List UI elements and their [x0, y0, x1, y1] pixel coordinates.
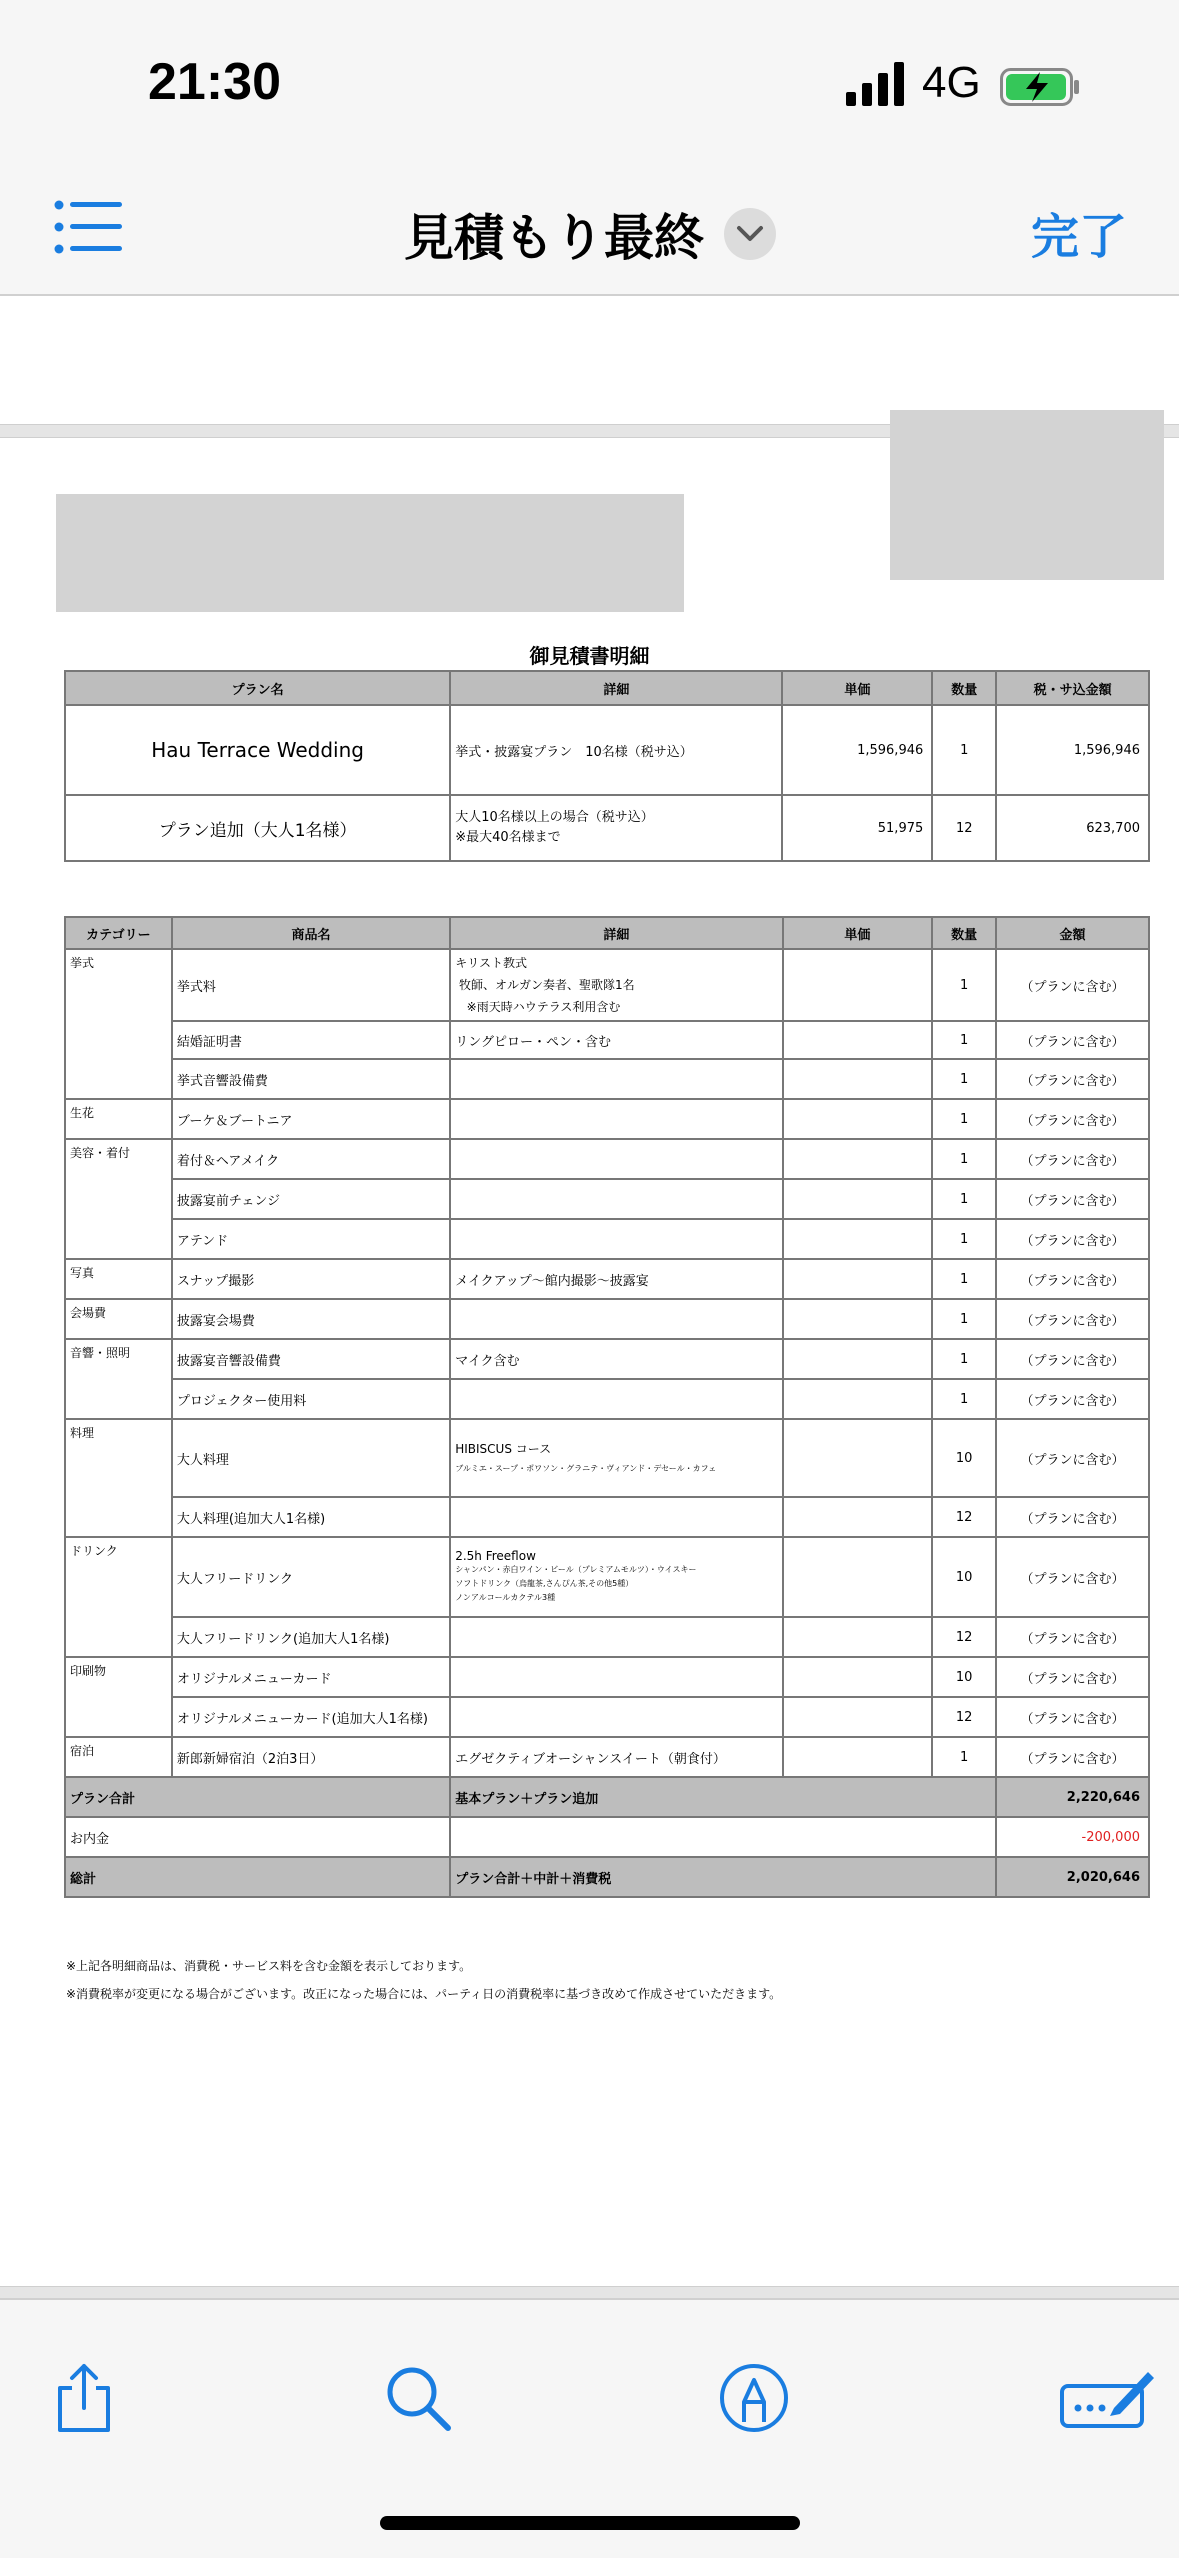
- chevron-down-icon[interactable]: [724, 208, 776, 260]
- table-row: [65, 705, 1149, 795]
- done-button[interactable]: 完了: [1030, 209, 1127, 265]
- quantity: 12: [932, 1617, 996, 1657]
- quantity: 12: [932, 1497, 996, 1537]
- item-detail: [450, 1059, 782, 1099]
- quantity: 1: [932, 1179, 996, 1219]
- amount-included: （プランに含む）: [996, 1139, 1149, 1179]
- quantity: 1: [932, 1099, 996, 1139]
- table-row: [65, 1497, 1149, 1537]
- unit-price: 51,975: [782, 795, 932, 861]
- item-name: ブーケ＆ブートニア: [172, 1099, 450, 1139]
- item-detail: メイクアップ～館内撮影～披露宴: [450, 1259, 782, 1299]
- item-detail: キリスト教式 牧師、オルガン奏者、聖歌隊1名 ※雨天時ハウテラス利用含む: [450, 949, 782, 1021]
- plan-detail: 挙式・披露宴プラン 10名様（税サ込）: [450, 705, 782, 795]
- amount: 1,596,946: [996, 705, 1149, 795]
- amount-included: （プランに含む）: [996, 1299, 1149, 1339]
- grand-total-label: 総計: [65, 1857, 450, 1897]
- plan-table: [64, 670, 1150, 862]
- quantity: 1: [932, 705, 996, 795]
- category-cell: 美容・着付: [65, 1139, 172, 1259]
- col-unit-price: 単価: [782, 671, 932, 705]
- item-detail: [450, 1697, 782, 1737]
- plan-name: Hau Terrace Wedding: [65, 705, 450, 795]
- plan-detail: 大人10名様以上の場合（税サ込） ※最大40名様まで: [450, 795, 782, 861]
- redacted-block: [56, 494, 684, 612]
- amount-included: （プランに含む）: [996, 1537, 1149, 1617]
- form-fill-icon[interactable]: [1058, 2362, 1158, 2434]
- battery-charging-icon: [1000, 68, 1080, 106]
- col-detail: 詳細: [450, 671, 782, 705]
- item-name: 披露宴前チェンジ: [172, 1179, 450, 1219]
- status-bar: [0, 0, 1179, 170]
- items-table: [64, 916, 1150, 1898]
- item-detail: [450, 1099, 782, 1139]
- table-row: [65, 1737, 1149, 1777]
- table-row: [65, 795, 1149, 861]
- item-detail: [450, 1497, 782, 1537]
- document-title-menu[interactable]: [404, 198, 776, 270]
- quantity: 1: [932, 1021, 996, 1059]
- amount-included: （プランに含む）: [996, 1099, 1149, 1139]
- note-line: ※上記各明細商品は、消費税・サービス料を含む金額を表示しております。: [66, 1959, 472, 1973]
- signal-icon: [846, 62, 908, 106]
- item-name: 挙式音響設備費: [172, 1059, 450, 1099]
- notes: [66, 1952, 781, 2008]
- plan-name: プラン追加（大人1名様）: [65, 795, 450, 861]
- amount-included: （プランに含む）: [996, 1021, 1149, 1059]
- grand-total-amount: 2,020,646: [996, 1857, 1149, 1897]
- network-type: 4G: [922, 58, 981, 107]
- share-icon[interactable]: [48, 2362, 120, 2434]
- amount-included: （プランに含む）: [996, 1657, 1149, 1697]
- category-cell: 宿泊: [65, 1737, 172, 1777]
- quantity: 1: [932, 1139, 996, 1179]
- item-detail: [450, 1379, 782, 1419]
- item-name: アテンド: [172, 1219, 450, 1259]
- table-row: [65, 1099, 1149, 1139]
- item-detail: [450, 1657, 782, 1697]
- quantity: 1: [932, 1339, 996, 1379]
- amount-included: （プランに含む）: [996, 1697, 1149, 1737]
- item-detail: [450, 1139, 782, 1179]
- table-row: [65, 1021, 1149, 1059]
- grand-total-row: [65, 1857, 1149, 1897]
- table-row: [65, 1259, 1149, 1299]
- category-cell: 写真: [65, 1259, 172, 1299]
- quantity: 10: [932, 1537, 996, 1617]
- table-row: [65, 1657, 1149, 1697]
- col-unit-price: 単価: [783, 917, 933, 949]
- amount-included: （プランに含む）: [996, 1339, 1149, 1379]
- amount-included: （プランに含む）: [996, 1179, 1149, 1219]
- item-detail: [450, 1299, 782, 1339]
- plan-total-amount: 2,220,646: [996, 1777, 1149, 1817]
- plan-total-label: プラン合計: [65, 1777, 450, 1817]
- item-detail: [450, 1219, 782, 1259]
- category-cell: 音響・照明: [65, 1339, 172, 1419]
- item-name: 大人料理: [172, 1419, 450, 1497]
- deposit-label: お内金: [65, 1817, 450, 1857]
- item-name: スナップ撮影: [172, 1259, 450, 1299]
- plan-total-detail: 基本プラン＋プラン追加: [450, 1777, 996, 1817]
- category-cell: 生花: [65, 1099, 172, 1139]
- table-row: [65, 1339, 1149, 1379]
- category-cell: 挙式: [65, 949, 172, 1099]
- markup-pen-icon[interactable]: [718, 2362, 790, 2434]
- item-name: 大人フリードリンク(追加大人1名様): [172, 1617, 450, 1657]
- search-icon[interactable]: [382, 2362, 454, 2434]
- col-amount: 金額: [996, 917, 1149, 949]
- amount-included: （プランに含む）: [996, 1379, 1149, 1419]
- item-detail: エグゼクティブオーシャンスイート（朝食付）: [450, 1737, 782, 1777]
- plan-total-row: [65, 1777, 1149, 1817]
- navigation-bar: [0, 170, 1179, 296]
- quantity: 12: [932, 1697, 996, 1737]
- category-cell: 料理: [65, 1419, 172, 1537]
- amount-included: （プランに含む）: [996, 1617, 1149, 1657]
- table-row: [65, 1219, 1149, 1259]
- amount-included: （プランに含む）: [996, 1419, 1149, 1497]
- item-name: 結婚証明書: [172, 1021, 450, 1059]
- amount-included: （プランに含む）: [996, 949, 1149, 1021]
- item-name: 大人フリードリンク: [172, 1537, 450, 1617]
- quantity: 1: [932, 1219, 996, 1259]
- item-detail: [450, 1617, 782, 1657]
- table-row: [65, 1537, 1149, 1617]
- col-item: 商品名: [172, 917, 450, 949]
- item-name: プロジェクター使用料: [172, 1379, 450, 1419]
- item-name: 披露宴音響設備費: [172, 1339, 450, 1379]
- amount-included: （プランに含む）: [996, 1737, 1149, 1777]
- item-name: オリジナルメニューカード: [172, 1657, 450, 1697]
- unit-price: 1,596,946: [782, 705, 932, 795]
- item-name: 披露宴会場費: [172, 1299, 450, 1339]
- table-row: [65, 1139, 1149, 1179]
- item-name: 着付＆ヘアメイク: [172, 1139, 450, 1179]
- quantity: 1: [932, 1737, 996, 1777]
- quantity: 1: [932, 1059, 996, 1099]
- amount-included: （プランに含む）: [996, 1219, 1149, 1259]
- col-qty: 数量: [932, 671, 996, 705]
- quantity: 1: [932, 949, 996, 1021]
- table-row: [65, 1617, 1149, 1657]
- table-row: [65, 1059, 1149, 1099]
- deposit-amount: -200,000: [996, 1817, 1149, 1857]
- col-category: カテゴリー: [65, 917, 172, 949]
- item-name: 新郎新婦宿泊（2泊3日）: [172, 1737, 450, 1777]
- item-name: 大人料理(追加大人1名様): [172, 1497, 450, 1537]
- item-name: 挙式料: [172, 949, 450, 1021]
- item-detail: [450, 1179, 782, 1219]
- deposit-row: [65, 1817, 1149, 1857]
- col-detail: 詳細: [450, 917, 782, 949]
- table-row: [65, 1299, 1149, 1339]
- quantity: 1: [932, 1299, 996, 1339]
- item-detail: リングピロー・ペン・含む: [450, 1021, 782, 1059]
- item-detail: HIBISCUS コース ブルミエ・スープ・ポワソン・グラニテ・ヴィアンド・デセール・カフェ: [450, 1419, 782, 1497]
- quantity: 1: [932, 1379, 996, 1419]
- amount-included: （プランに含む）: [996, 1059, 1149, 1099]
- home-indicator: [380, 2516, 800, 2530]
- category-cell: ドリンク: [65, 1537, 172, 1657]
- amount-included: （プランに含む）: [996, 1497, 1149, 1537]
- table-row: [65, 1379, 1149, 1419]
- estimate-heading: 御見積書明細: [529, 644, 650, 668]
- table-row: [65, 1697, 1149, 1737]
- col-amount: 税・サ込金額: [996, 671, 1149, 705]
- quantity: 10: [932, 1657, 996, 1697]
- quantity: 1: [932, 1259, 996, 1299]
- amount: 623,700: [996, 795, 1149, 861]
- list-icon[interactable]: [54, 200, 122, 254]
- table-row: [65, 1179, 1149, 1219]
- item-detail: マイク含む: [450, 1339, 782, 1379]
- col-plan-name: プラン名: [65, 671, 450, 705]
- grand-total-detail: プラン合計＋中計＋消費税: [450, 1857, 996, 1897]
- category-cell: 会場費: [65, 1299, 172, 1339]
- table-row: [65, 1419, 1149, 1497]
- quantity: 10: [932, 1419, 996, 1497]
- table-row: [65, 949, 1149, 1021]
- col-qty: 数量: [932, 917, 996, 949]
- item-name: オリジナルメニューカード(追加大人1名様): [172, 1697, 450, 1737]
- note-line: ※消費税率が変更になる場合がございます。改正になった場合には、パーティ日の消費税率に基づき改めて作成させていただきます。: [66, 1987, 782, 2001]
- redacted-logo: [890, 410, 1164, 580]
- amount-included: （プランに含む）: [996, 1259, 1149, 1299]
- category-cell: 印刷物: [65, 1657, 172, 1737]
- item-detail: 2.5h Freeflow シャンパン・赤白ワイン・ビール（プレミアムモルツ）・ウイスキー ソフトドリンク（烏龍茶,さんぴん茶,その他5種） ノンアルコールカクテル3種: [450, 1537, 782, 1617]
- status-time: 21:30: [148, 53, 281, 111]
- quantity: 12: [932, 795, 996, 861]
- document-title: 見積もり最終: [404, 209, 704, 267]
